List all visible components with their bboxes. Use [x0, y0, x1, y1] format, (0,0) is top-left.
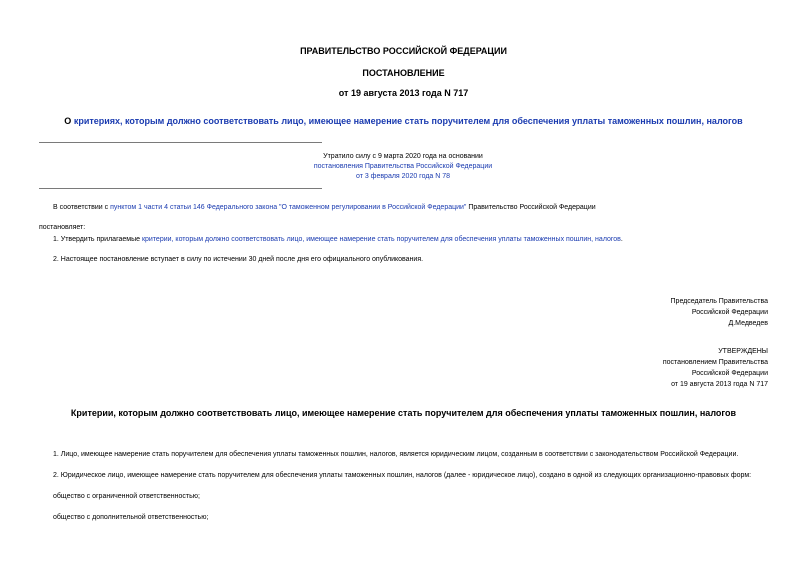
item-2: 2. Настоящее постановление вступает в силу по истечении 30 дней после дня его официального опубликования. — [53, 256, 424, 263]
item-1 — [53, 235, 623, 244]
approved-line4: от 19 августа 2013 года N 717 — [671, 381, 768, 388]
government-heading: ПРАВИТЕЛЬСТВО РОССИЙСКОЙ ФЕДЕРАЦИИ — [300, 46, 507, 56]
preamble-prefix: В соответствии с — [53, 204, 111, 211]
doc-type-heading: ПОСТАНОВЛЕНИЕ — [362, 68, 445, 78]
postanovlyaet-text: постановляет: — [39, 224, 86, 231]
repeal-note-line1: Утратило силу с 9 марта 2020 года на основании — [323, 153, 483, 160]
item-1-suffix: . — [620, 236, 623, 243]
preamble-suffix: Правительство Российской Федерации — [466, 204, 596, 211]
item-1-criteria-link[interactable]: критерии, которым должно соответствовать лицо, имеющее намерение стать поручителем для обеспечения уплаты таможенных пошлин, налогов — [141, 236, 621, 243]
signature-block — [671, 296, 768, 329]
approved-line3: Российской Федерации — [691, 370, 768, 377]
signature-line1: Председатель Правительства — [670, 298, 768, 305]
item-1-prefix: 1. Утвердить прилагаемые — [53, 236, 142, 243]
signature-line2: Российской Федерации — [691, 309, 768, 316]
criteria-title: Критерии, которым должно соответствовать лицо, имеющее намерение стать поручителем для обеспечения уплаты таможенных пошлин, налогов — [70, 408, 737, 418]
criteria-paragraph-4: общество с дополнительной ответственностью; — [53, 514, 209, 521]
date-number-heading: от 19 августа 2013 года N 717 — [338, 88, 469, 98]
title-prefix: О — [64, 116, 74, 126]
approved-line1: УТВЕРЖДЕНЫ — [718, 348, 768, 355]
preamble-law-link[interactable]: пунктом 1 части 4 статьи 146 Федерального закона "О таможенном регулировании в Российской Федерации" — [110, 204, 467, 211]
signature-line3: Д.Медведев — [728, 320, 768, 327]
repeal-note-link[interactable]: постановления Правительства Российской Федерации — [313, 163, 493, 170]
document-title — [0, 116, 807, 126]
criteria-paragraph-1: 1. Лицо, имеющее намерение стать поручителем для обеспечения уплаты таможенных пошлин, налогов, является юридическим лицом, созданным в соответствии с законодательством Российской Федерации. — [53, 451, 739, 458]
criteria-paragraph-2: 2. Юридическое лицо, имеющее намерение стать поручителем для обеспечения уплаты таможенных пошлин, налогов (далее - юридическое лицо), создано в одной из следующих организационно-правовых форм: — [53, 472, 752, 479]
repeal-note-date-link[interactable]: от 3 февраля 2020 года N 78 — [355, 173, 451, 180]
title-link[interactable]: критериях, которым должно соответствовать лицо, имеющее намерение стать поручителем для обеспечения уплаты таможенных пошлин, налогов — [73, 116, 743, 126]
approved-block — [663, 346, 768, 390]
separator-bottom — [39, 188, 322, 189]
criteria-paragraph-3: общество с ограниченной ответственностью; — [53, 493, 200, 500]
approved-line2: постановлением Правительства — [662, 359, 768, 366]
repeal-note — [300, 152, 506, 182]
separator-top — [39, 142, 322, 143]
preamble — [53, 203, 596, 212]
